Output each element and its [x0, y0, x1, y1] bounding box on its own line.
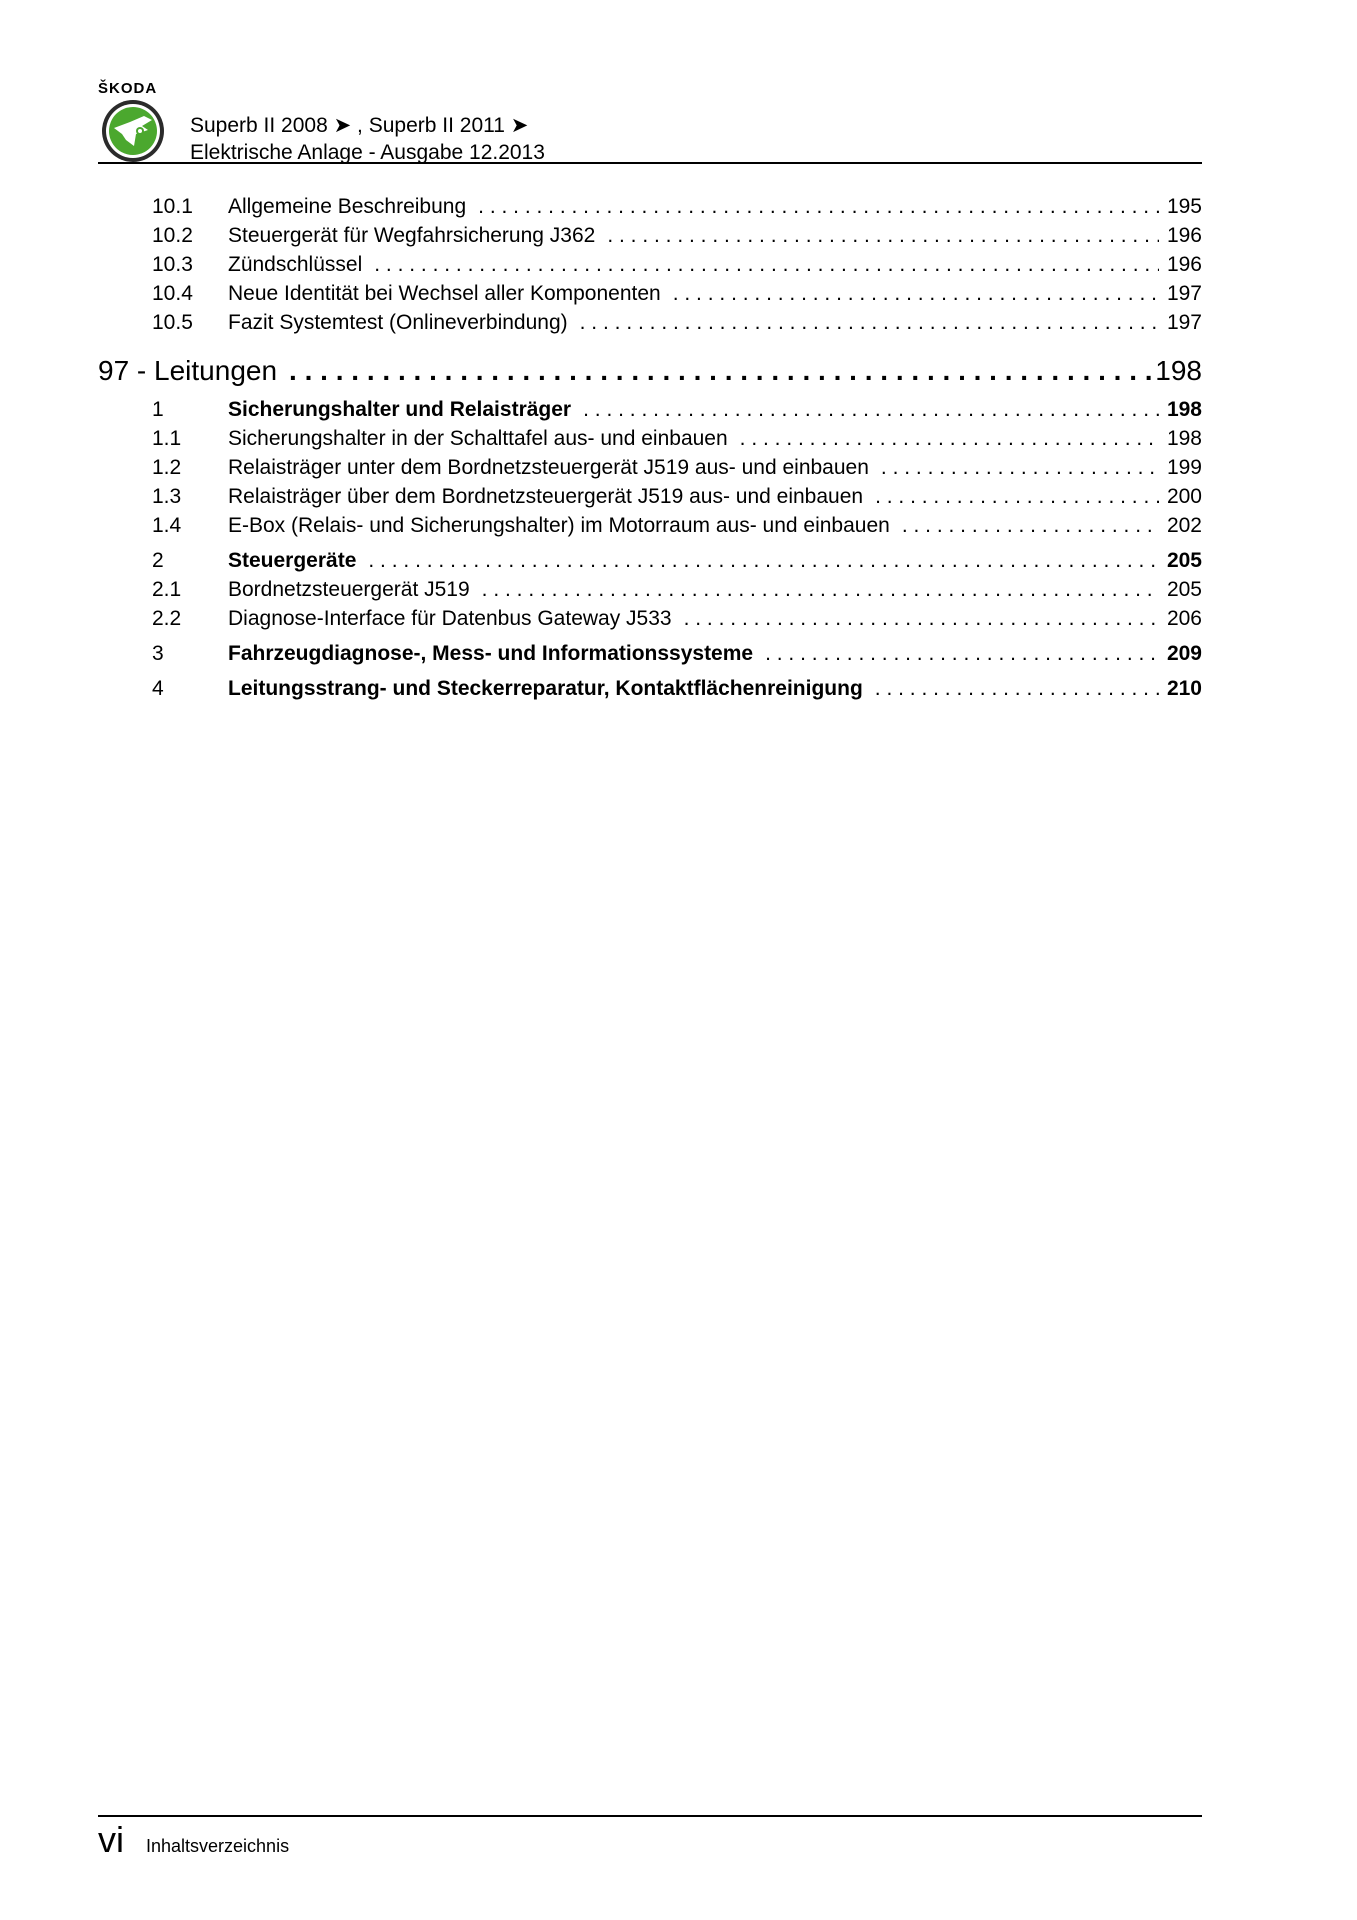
dot-leader — [482, 575, 1159, 604]
dot-leader — [374, 250, 1159, 279]
toc-entry-number: 10.2 — [152, 224, 193, 247]
toc-entry-page: 206 — [1166, 607, 1202, 630]
skoda-logo-icon — [100, 98, 166, 164]
toc-entry-title: Neue Identität bei Wechsel aller Komponenten — [228, 282, 661, 305]
dot-leader — [368, 546, 1159, 575]
toc-entry-page: 209 — [1166, 642, 1202, 665]
toc-entry[interactable] — [98, 395, 1202, 424]
dot-leader — [478, 192, 1159, 221]
toc-chapter-heading[interactable] — [98, 351, 1202, 391]
dot-leader — [765, 639, 1159, 668]
toc-entry-title: Relaisträger über dem Bordnetzsteuergerät J519 aus- und einbauen — [228, 485, 864, 508]
toc-entry-title: Fahrzeugdiagnose-, Mess- und Informationssysteme — [228, 642, 754, 665]
toc-entry-number: 1.2 — [152, 456, 182, 479]
toc-entry-page: 196 — [1166, 224, 1202, 247]
toc-entry[interactable] — [98, 575, 1202, 604]
document-title-line-1: Superb II 2008 ➤ , Superb II 2011 ➤ — [190, 114, 529, 137]
toc-entry-title: Allgemeine Beschreibung — [228, 195, 467, 218]
toc-entry-number: 1.4 — [152, 514, 182, 537]
toc-entry-page: 199 — [1166, 456, 1202, 479]
document-title — [190, 112, 545, 166]
toc-entry-title: Sicherungshalter und Relaisträger — [228, 398, 572, 421]
dot-leader — [289, 351, 1151, 391]
toc-entry-page: 196 — [1166, 253, 1202, 276]
toc-entry-number: 1.1 — [152, 427, 182, 450]
toc-entry-page: 197 — [1166, 282, 1202, 305]
toc-entry[interactable] — [98, 424, 1202, 453]
toc-entry-page: 205 — [1166, 549, 1202, 572]
chapter-title: 97 - Leitungen — [98, 355, 278, 386]
toc-entry-page: 198 — [1166, 398, 1202, 421]
toc-entry-number: 4 — [152, 677, 164, 700]
toc-entry-number: 10.3 — [152, 253, 193, 276]
page-header — [98, 80, 1202, 164]
dot-leader — [875, 482, 1159, 511]
toc-entry-title: Steuergerät für Wegfahrsicherung J362 — [228, 224, 596, 247]
toc-entry-title: Bordnetzsteuergerät J519 — [228, 578, 470, 601]
page-footer — [98, 1820, 289, 1860]
toc-entry[interactable] — [98, 279, 1202, 308]
toc-entry-number: 10.5 — [152, 311, 193, 334]
toc-entry-number: 3 — [152, 642, 164, 665]
toc-entry-number: 1.3 — [152, 485, 182, 508]
toc-entry[interactable] — [98, 482, 1202, 511]
toc-entry-title: E-Box (Relais- und Sicherungshalter) im Motorraum aus- und einbauen — [228, 514, 890, 537]
dot-leader — [673, 279, 1159, 308]
toc-entry-number: 10.4 — [152, 282, 193, 305]
toc-entry-number: 2.2 — [152, 607, 182, 630]
dot-leader — [580, 308, 1159, 337]
chapter-page: 198 — [1155, 355, 1202, 386]
toc-entry[interactable] — [98, 308, 1202, 337]
toc-entry[interactable] — [98, 192, 1202, 221]
header-divider — [98, 162, 1202, 164]
toc-entry-title: Zündschlüssel — [228, 253, 363, 276]
page-number: vi — [98, 1819, 124, 1860]
dot-leader — [684, 604, 1159, 633]
toc-entry-title: Diagnose-Interface für Datenbus Gateway J533 — [228, 607, 672, 630]
dot-leader — [881, 453, 1159, 482]
dot-leader — [740, 424, 1159, 453]
dot-leader — [607, 221, 1159, 250]
toc-entry-page: 210 — [1166, 677, 1202, 700]
toc-entry[interactable] — [98, 639, 1202, 668]
toc-entry-title: Fazit Systemtest (Onlineverbindung) — [228, 311, 568, 334]
toc-entry[interactable] — [98, 453, 1202, 482]
brand-wordmark: ŠKODA — [98, 80, 158, 97]
toc-entry-page: 198 — [1166, 427, 1202, 450]
toc-entry[interactable] — [98, 604, 1202, 633]
toc-entry[interactable] — [98, 511, 1202, 540]
document-title-line-2: Elektrische Anlage - Ausgabe 12.2013 — [190, 141, 545, 164]
toc-entry-page: 195 — [1166, 195, 1202, 218]
table-of-contents — [98, 192, 1202, 703]
toc-entry[interactable] — [98, 546, 1202, 575]
toc-entry[interactable] — [98, 221, 1202, 250]
toc-entry[interactable] — [98, 250, 1202, 279]
toc-entry-number: 1 — [152, 398, 164, 421]
toc-entry-number: 2.1 — [152, 578, 182, 601]
footer-section-name: Inhaltsverzeichnis — [146, 1836, 290, 1856]
toc-entry-number: 10.1 — [152, 195, 193, 218]
dot-leader — [902, 511, 1159, 540]
toc-entry-page: 200 — [1166, 485, 1202, 508]
toc-entry-title: Sicherungshalter in der Schalttafel aus- und einbauen — [228, 427, 728, 450]
toc-entry-title: Relaisträger unter dem Bordnetzsteuergerät J519 aus- und einbauen — [228, 456, 869, 479]
toc-entry-number: 2 — [152, 549, 164, 572]
toc-entry-page: 205 — [1166, 578, 1202, 601]
dot-leader — [875, 674, 1159, 703]
toc-entry-page: 202 — [1166, 514, 1202, 537]
dot-leader — [583, 395, 1159, 424]
toc-entry-page: 197 — [1166, 311, 1202, 334]
toc-entry-title: Steuergeräte — [228, 549, 357, 572]
toc-entry-title: Leitungsstrang- und Steckerreparatur, Kontaktflächenreinigung — [228, 677, 863, 700]
footer-divider — [98, 1815, 1202, 1817]
toc-entry[interactable] — [98, 674, 1202, 703]
